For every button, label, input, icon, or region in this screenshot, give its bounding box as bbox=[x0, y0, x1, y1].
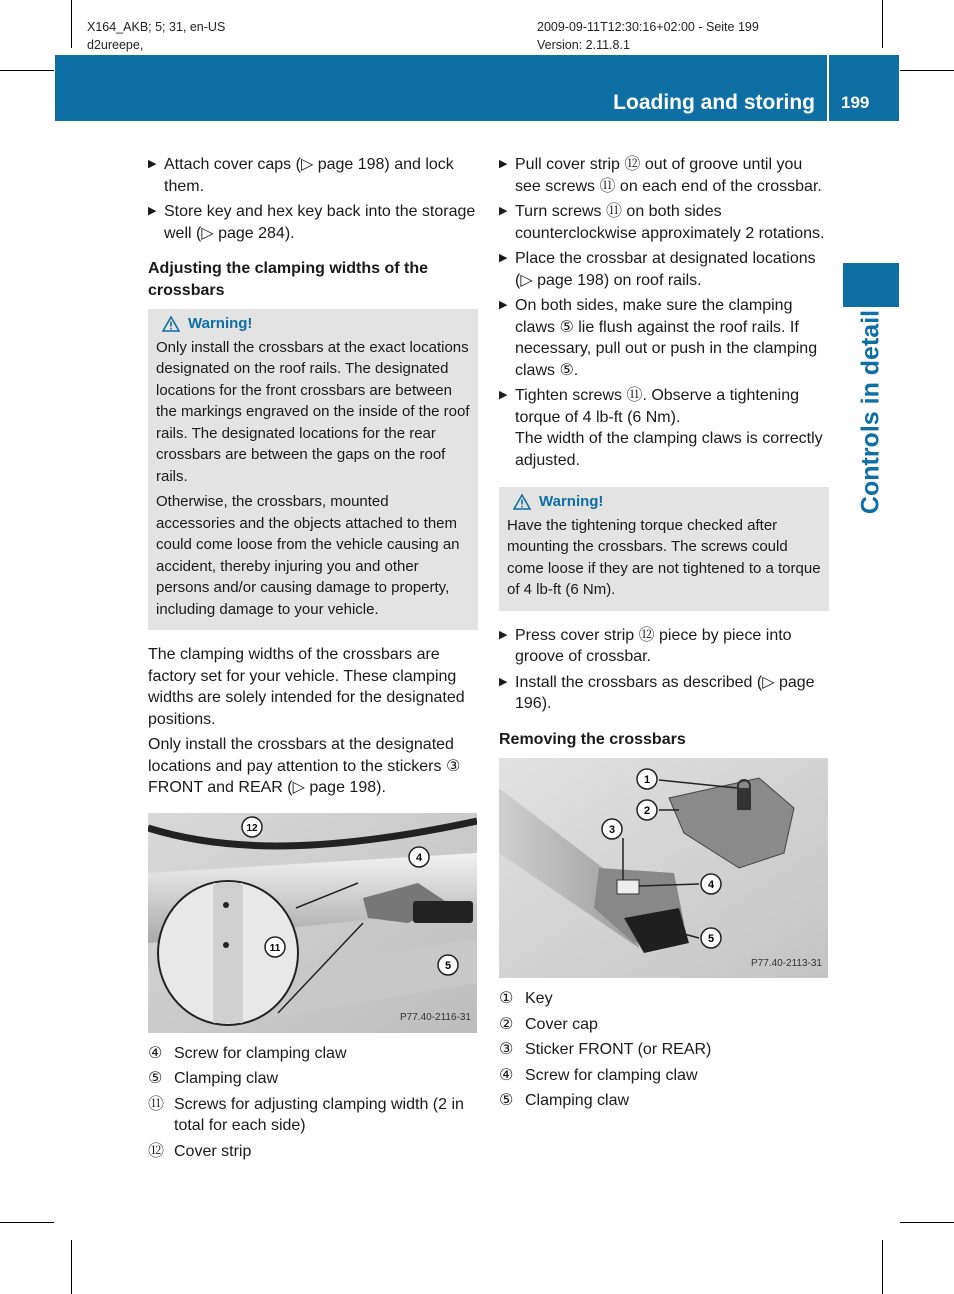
page-number: 199 bbox=[841, 93, 870, 112]
step-result: The width of the clamping claws is correctly adjusted. bbox=[515, 430, 823, 469]
instruction-step bbox=[148, 154, 478, 197]
svg-text:1: 1 bbox=[643, 774, 651, 786]
print-meta-left bbox=[87, 18, 225, 54]
figure-code: P77.40-2113-31 bbox=[751, 957, 822, 969]
legend-number: ⑪ bbox=[148, 1095, 165, 1113]
step-arrow-icon: ▶ bbox=[499, 158, 508, 170]
body-paragraph: The clamping widths of the crossbars are factory set for your vehicle. These clamping widths are solely intended for the designated positions. bbox=[148, 646, 465, 728]
svg-text:12: 12 bbox=[246, 822, 258, 834]
left-column bbox=[148, 154, 478, 1166]
crop-mark bbox=[882, 1240, 883, 1294]
crop-mark bbox=[900, 70, 954, 71]
step-text: Place the crossbar at designated locations (▷ page 198) on roof rails. bbox=[515, 250, 816, 289]
legend-item bbox=[499, 1039, 829, 1061]
warning-triangle-icon bbox=[513, 494, 531, 510]
svg-text:4: 4 bbox=[707, 879, 715, 891]
svg-text:4: 4 bbox=[415, 851, 423, 864]
instruction-step bbox=[148, 201, 478, 244]
step-text: Tighten screws ⑪. Observe a tightening torque of 4 lb-ft (6 Nm). bbox=[515, 387, 799, 426]
step-arrow-icon: ▶ bbox=[499, 252, 508, 264]
subsection-heading: Removing the crossbars bbox=[499, 730, 686, 748]
callout-4 bbox=[701, 874, 721, 894]
legend-item bbox=[148, 1068, 478, 1090]
removal-figure bbox=[499, 758, 828, 978]
warning-text: Otherwise, the crossbars, mounted accessories and the objects attached to them could come loose from the vehicle causing an accident, thereby injuring you and other persons and/or causing damage to property, including damage to your vehicle. bbox=[156, 493, 460, 618]
warning-title bbox=[513, 491, 821, 513]
step-text: Store key and hex key back into the storage well (▷ page 284). bbox=[164, 203, 476, 242]
crossbar-figure bbox=[148, 813, 477, 1033]
warning-box bbox=[148, 309, 478, 630]
side-chapter-label: Controls in detail bbox=[856, 309, 885, 515]
legend-number: ⑤ bbox=[499, 1092, 514, 1109]
svg-text:5: 5 bbox=[707, 933, 715, 945]
step-text: Pull cover strip ⑫ out of groove until you see screws ⑪ on each end of the crossbar. bbox=[515, 156, 822, 195]
warning-text: Only install the crossbars at the exact locations designated on the roof rails. The designated locations for the front crossbars are between the markings engraved on the inside of the roof rails. The designated locations for the rear crossbars are between the gaps on the roof rails. bbox=[156, 338, 470, 485]
legend-text: Clamping claw bbox=[525, 1092, 630, 1109]
figure-legend bbox=[499, 988, 829, 1112]
crop-mark bbox=[71, 0, 72, 48]
meta-line: d2ureepe, bbox=[87, 38, 144, 52]
legend-text: Screw for clamping claw bbox=[174, 1044, 347, 1062]
warning-title bbox=[162, 313, 470, 335]
step-text: Install the crossbars as described (▷ page 196). bbox=[515, 673, 815, 712]
instruction-step bbox=[499, 385, 829, 471]
crop-mark bbox=[0, 70, 54, 71]
figure-legend bbox=[148, 1043, 478, 1163]
legend-item bbox=[499, 1065, 829, 1087]
callout-11 bbox=[265, 937, 285, 957]
step-arrow-icon: ▶ bbox=[499, 299, 508, 311]
warning-title-text: Warning! bbox=[539, 493, 604, 510]
warning-triangle-icon bbox=[162, 316, 180, 332]
warning-title-text: Warning! bbox=[188, 315, 253, 332]
legend-item bbox=[499, 988, 829, 1010]
side-tab bbox=[843, 263, 899, 307]
legend-number: ④ bbox=[148, 1044, 163, 1062]
legend-text: Clamping claw bbox=[174, 1070, 279, 1087]
legend-number: ⑫ bbox=[148, 1142, 165, 1160]
step-text: Attach cover caps (▷ page 198) and lock them. bbox=[164, 156, 454, 195]
instruction-step bbox=[499, 154, 829, 197]
legend-number: ① bbox=[499, 990, 514, 1007]
legend-number: ⑤ bbox=[148, 1070, 163, 1087]
step-arrow-icon: ▶ bbox=[499, 205, 508, 217]
step-text: On both sides, make sure the clamping claws ⑤ lie flush against the roof rails. If necessary, pull out or push in the clamping claws ⑤. bbox=[515, 297, 818, 379]
instruction-step bbox=[499, 672, 829, 715]
legend-text: Cover strip bbox=[174, 1142, 252, 1160]
legend-text: Key bbox=[525, 990, 553, 1007]
meta-line: X164_AKB; 5; 31, en-US bbox=[87, 20, 226, 34]
callout-12 bbox=[242, 817, 262, 837]
instruction-step bbox=[499, 625, 829, 668]
section-header bbox=[55, 55, 899, 121]
instruction-step bbox=[499, 295, 829, 381]
legend-text: Screw for clamping claw bbox=[525, 1066, 698, 1084]
figure-code: P77.40-2116-31 bbox=[400, 1012, 471, 1023]
instruction-step bbox=[499, 201, 829, 244]
step-text: Turn screws ⑪ on both sides counterclockwise approximately 2 rotations. bbox=[515, 203, 825, 242]
warning-text: Have the tightening torque checked after mounting the crossbars. The screws could come loose if they are not tightened to a torque of 4 lb-ft (6 Nm). bbox=[507, 516, 821, 598]
crossbar-clamp-illustration bbox=[148, 813, 477, 1033]
legend-item bbox=[148, 1094, 478, 1137]
legend-item bbox=[148, 1141, 478, 1163]
callout-4 bbox=[409, 847, 429, 867]
crop-mark bbox=[71, 1240, 72, 1294]
crop-mark bbox=[0, 1222, 54, 1223]
section-title: Loading and storing bbox=[613, 91, 815, 114]
legend-item bbox=[499, 1090, 829, 1112]
callout-3 bbox=[602, 819, 622, 839]
subsection-heading: Adjusting the clamping widths of the crossbars bbox=[148, 260, 428, 299]
right-column bbox=[499, 154, 829, 1116]
legend-item bbox=[499, 1014, 829, 1036]
step-arrow-icon: ▶ bbox=[148, 205, 157, 217]
legend-number: ④ bbox=[499, 1066, 514, 1084]
crossbar-removal-illustration bbox=[499, 758, 828, 978]
step-arrow-icon: ▶ bbox=[499, 389, 508, 401]
step-arrow-icon: ▶ bbox=[499, 675, 508, 688]
legend-number: ② bbox=[499, 1015, 514, 1033]
svg-text:2: 2 bbox=[643, 805, 651, 817]
legend-text: Cover cap bbox=[525, 1015, 598, 1033]
callout-5 bbox=[438, 955, 458, 975]
callout-1 bbox=[637, 769, 657, 789]
print-meta-right bbox=[537, 18, 759, 54]
meta-line: Version: 2.11.8.1 bbox=[537, 38, 630, 52]
warning-box bbox=[499, 487, 829, 611]
instruction-step bbox=[499, 248, 829, 291]
legend-text: Screws for adjusting clamping width (2 in total for each side) bbox=[174, 1095, 464, 1134]
callout-2 bbox=[637, 800, 657, 820]
svg-text:3: 3 bbox=[608, 824, 616, 836]
body-paragraph: Only install the crossbars at the designated locations and pay attention to the stickers ③ FRONT and REAR (▷ page 198). bbox=[148, 736, 461, 796]
svg-text:5: 5 bbox=[444, 959, 452, 972]
step-arrow-icon: ▶ bbox=[148, 158, 157, 170]
legend-number: ③ bbox=[499, 1041, 514, 1058]
callout-5 bbox=[701, 928, 721, 948]
step-arrow-icon: ▶ bbox=[499, 628, 508, 641]
header-divider bbox=[827, 55, 829, 121]
legend-item bbox=[148, 1043, 478, 1065]
meta-line: 2009-09-11T12:30:16+02:00 - Seite 199 bbox=[537, 20, 759, 34]
step-text: Press cover strip ⑫ piece by piece into groove of crossbar. bbox=[515, 626, 792, 665]
crop-mark bbox=[882, 0, 883, 48]
legend-text: Sticker FRONT (or REAR) bbox=[525, 1041, 712, 1058]
crop-mark bbox=[900, 1222, 954, 1223]
svg-text:11: 11 bbox=[269, 942, 281, 954]
